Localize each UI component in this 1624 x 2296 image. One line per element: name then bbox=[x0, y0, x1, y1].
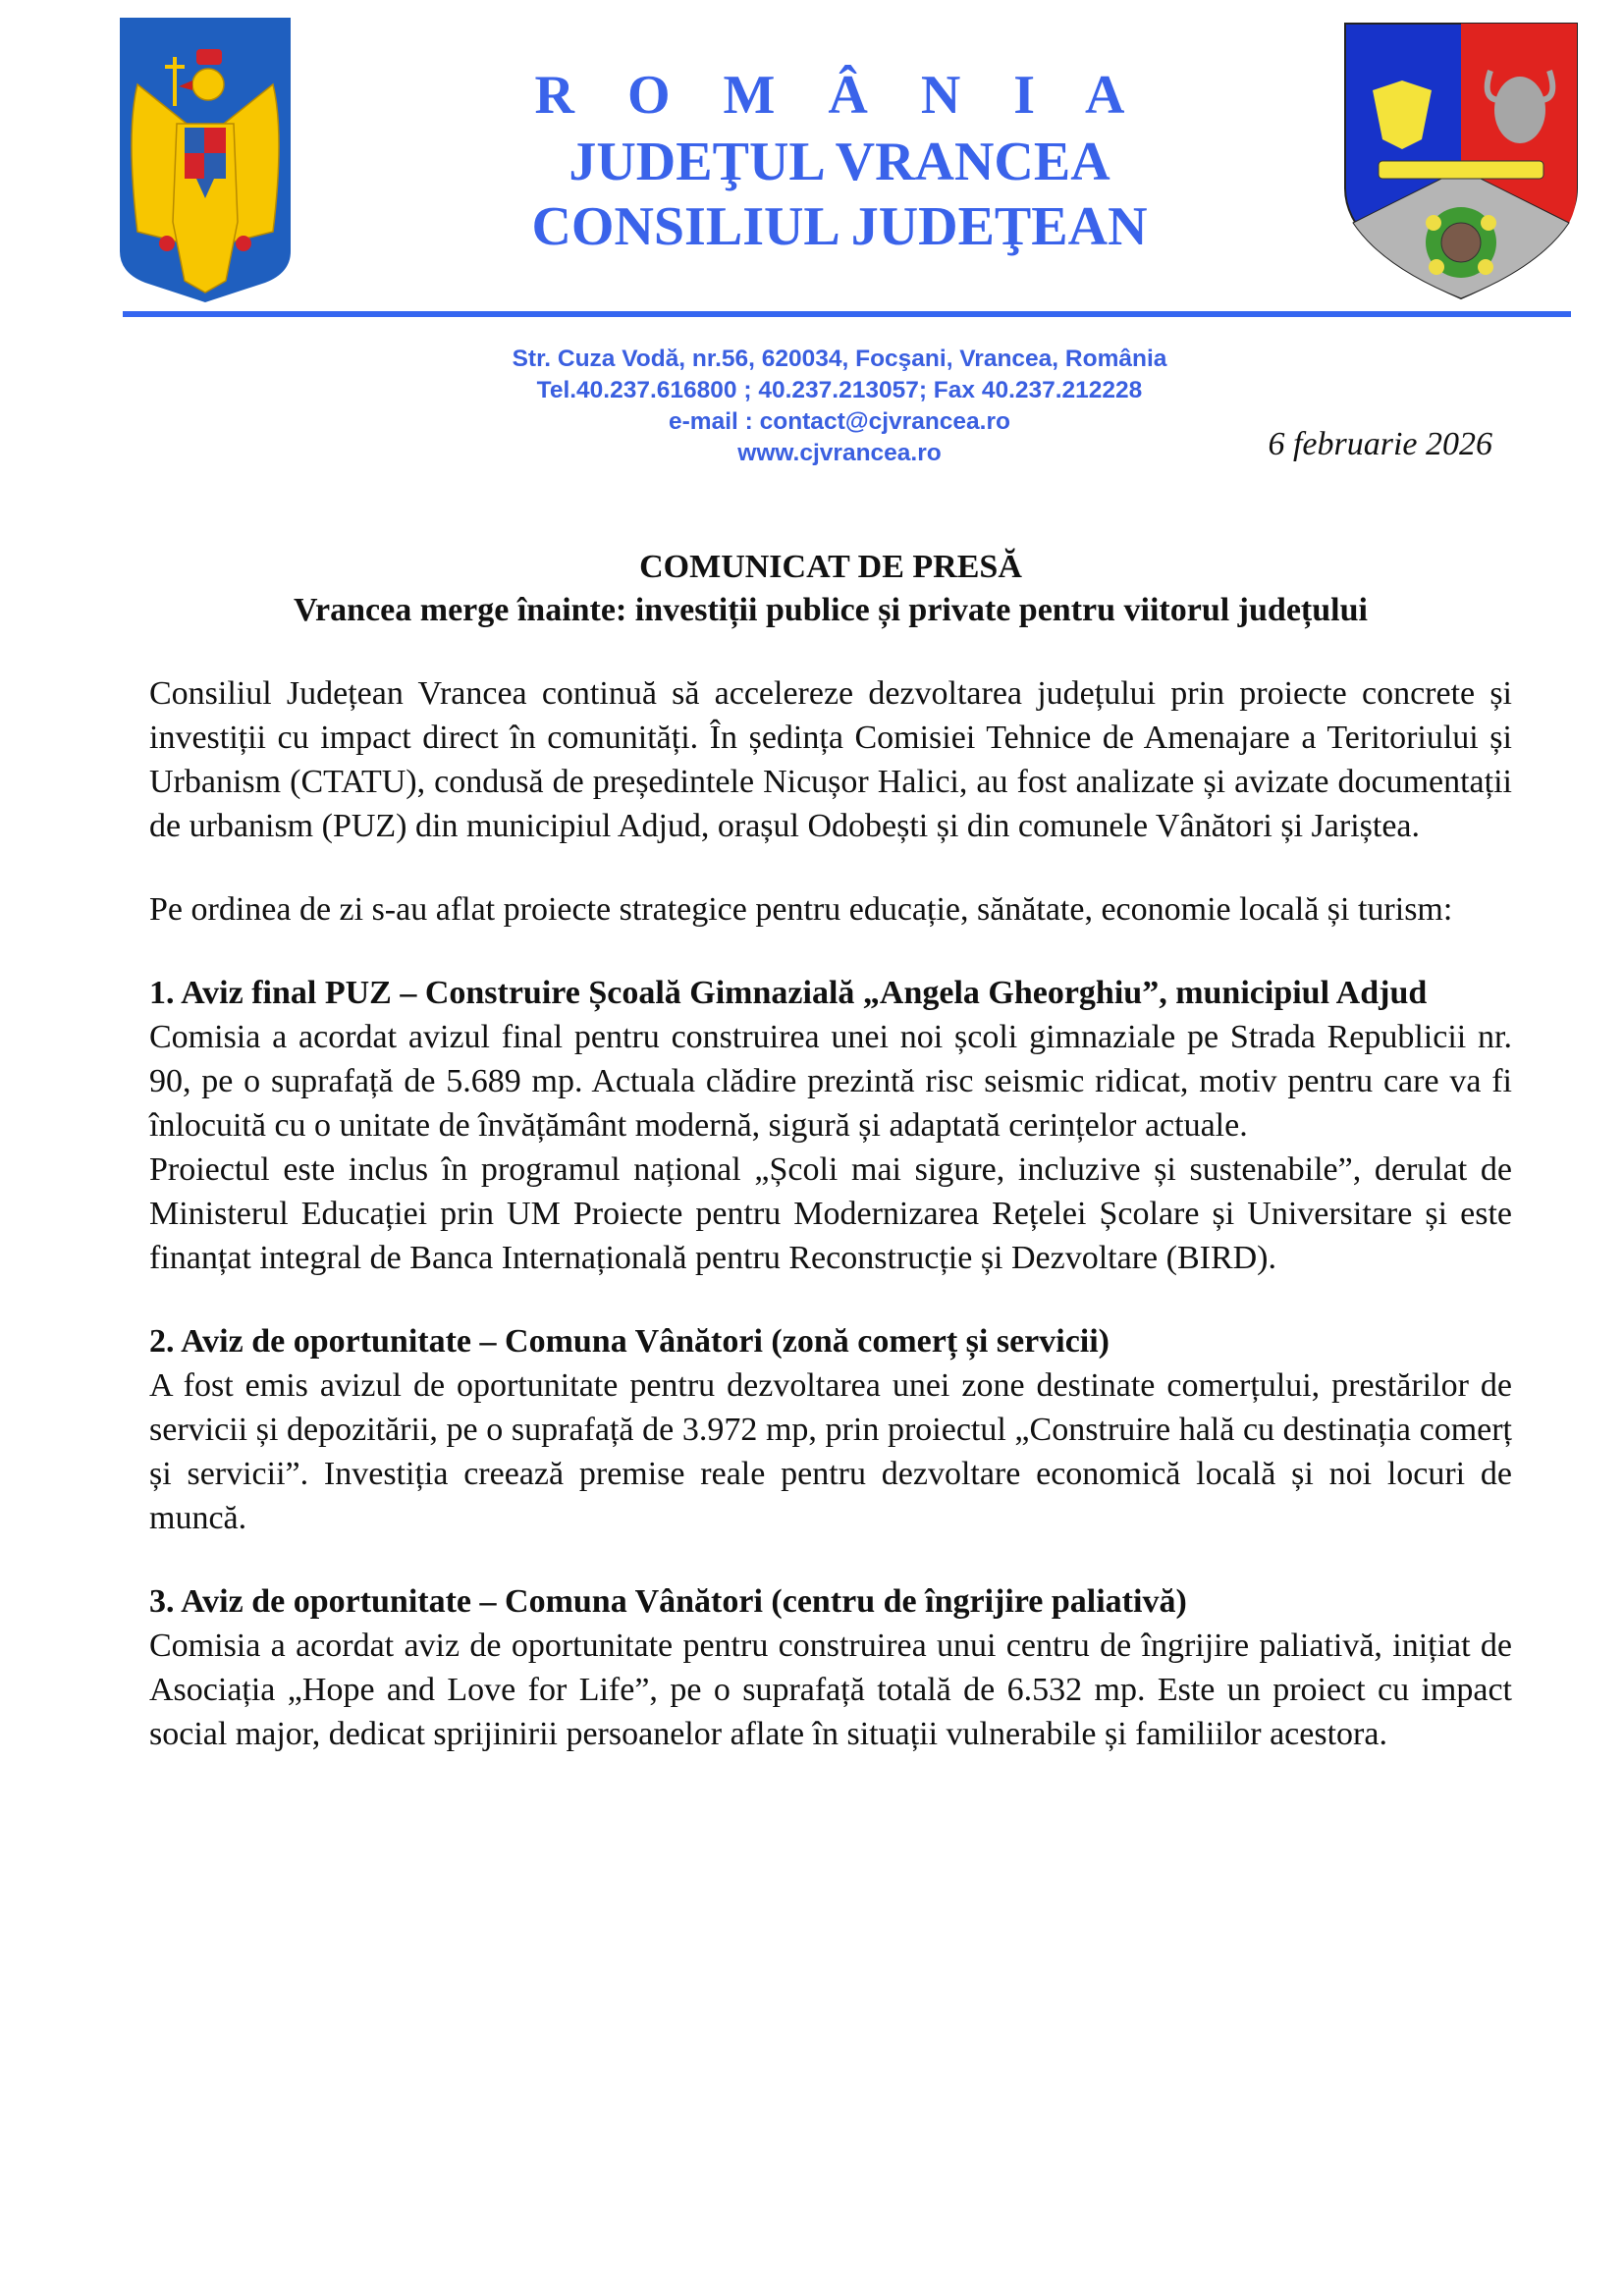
section-2 bbox=[149, 1319, 1512, 1540]
intro-paragraph: Consiliul Județean Vrancea continuă să accelereze dezvoltarea județului prin proiecte concrete și investiții cu impact direct în comunități. În ședința Comisiei Tehnice de Amenajare a Teritoriului și Urbanism (CTATU), condusă de președintele Nicușor Halici, au fost analizate și avizate documentații de urbanism (PUZ) din municipiul Adjud, orașul Odobești și din comunele Vânători și Jariștea. bbox=[149, 675, 1512, 844]
section-heading: 3. Aviz de oportunitate – Comuna Vânători (centru de îngrijire paliativă) bbox=[149, 1583, 1187, 1620]
phone-fax: Tel.40.237.616800 ; 40.237.213057; Fax 40.237.212228 bbox=[536, 377, 1143, 403]
section-paragraph: Comisia a acordat aviz de oportunitate pentru construirea unui centru de îngrijire paliativă, inițiat de Asociația „Hope and Love for Life”, pe o suprafață totală de 6.532 mp. Este un proiect cu impact social major, dedicat sprijinirii persoanelor aflate în situații vulnerabile și familiilor acestora. bbox=[149, 1628, 1512, 1752]
section-paragraph: A fost emis avizul de oportunitate pentru dezvoltarea unei zone destinate comerțului, prestărilor de servicii și depozitării, pe o suprafață de 3.972 mp, prin proiectul „Construire hală cu destinația comerț și servicii”. Investiția creează premise reale pentru dezvoltare economică locală și noi locuri de muncă. bbox=[149, 1367, 1512, 1536]
romania-coat-of-arms-icon bbox=[118, 16, 293, 304]
council-name: CONSILIUL JUDEŢEAN bbox=[531, 196, 1148, 257]
section-paragraph: Comisia a acordat avizul final pentru construirea unei noi școli gimnaziale pe Strada Republicii nr. 90, pe o suprafață de 5.689 mp. Actuala clădire prezintă risc seismic ridicat, motiv pentru care va fi înlocuită cu o unitate de învățământ modernă, sigură și adaptată cerințelor actuale. bbox=[149, 1019, 1512, 1144]
website-link[interactable]: www.cjvrancea.ro bbox=[737, 440, 942, 466]
header-divider bbox=[123, 311, 1571, 317]
section-heading: 1. Aviz final PUZ – Construire Școală Gimnazială „Angela Gheorghiu”, municipiul Adjud bbox=[149, 975, 1428, 1011]
agenda-intro: Pe ordinea de zi s-au aflat proiecte strategice pentru educație, sănătate, economie locală și turism: bbox=[149, 891, 1453, 928]
document-subtitle: Vrancea merge înainte: investiții publice și private pentru viitorul județului bbox=[294, 592, 1368, 628]
country-name: R O M Â N I A bbox=[534, 65, 1145, 126]
document-title: COMUNICAT DE PRESĂ bbox=[639, 549, 1022, 585]
section-heading: 2. Aviz de oportunitate – Comuna Vânători (zonă comerț și servicii) bbox=[149, 1323, 1110, 1360]
county-name: JUDEŢUL VRANCEA bbox=[568, 132, 1110, 192]
email-address: e-mail : contact@cjvrancea.ro bbox=[669, 408, 1010, 435]
document-date: 6 februarie 2026 bbox=[1268, 426, 1492, 462]
institution-header bbox=[432, 61, 1247, 259]
contact-block bbox=[432, 344, 1247, 469]
vrancea-county-coat-of-arms-icon bbox=[1343, 22, 1579, 300]
section-1 bbox=[149, 971, 1512, 1280]
section-paragraph: Proiectul este inclus în programul național „Școli mai sigure, incluzive și sustenabile”, derulat de Ministerul Educației prin UM Proiecte pentru Modernizarea Rețelei Școlare și Universitare și este finanțat integral de Banca Internațională pentru Reconstrucție și Dezvoltare (BIRD). bbox=[149, 1151, 1512, 1276]
postal-address: Str. Cuza Vodă, nr.56, 620034, Focşani, Vrancea, România bbox=[512, 346, 1167, 372]
press-release-body bbox=[149, 546, 1512, 1756]
section-3 bbox=[149, 1579, 1512, 1756]
